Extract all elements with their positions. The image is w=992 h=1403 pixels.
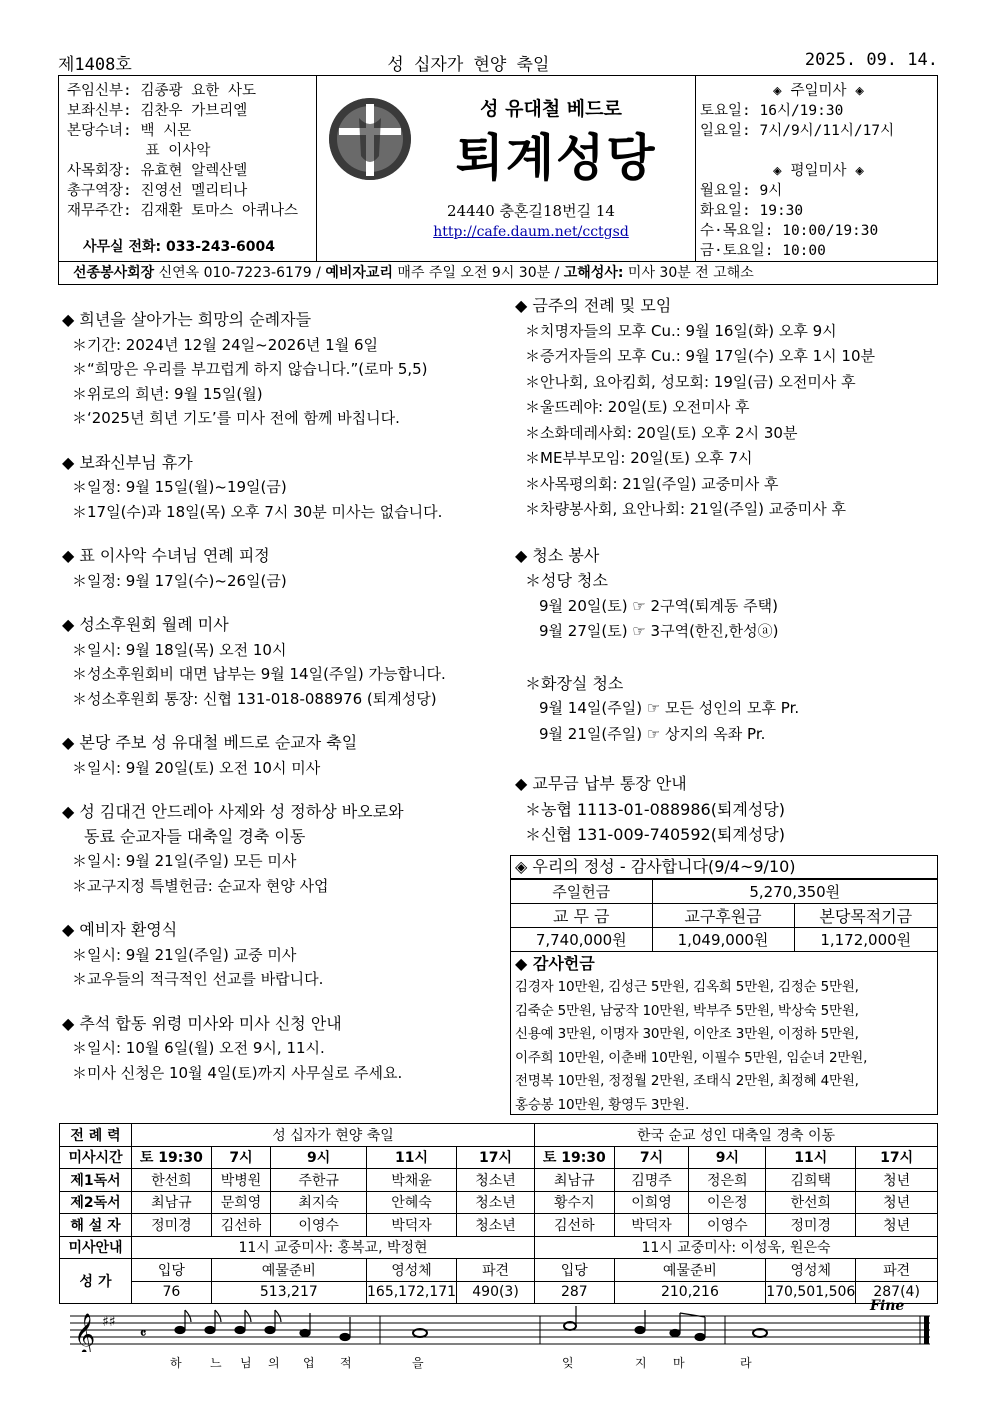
- row-label: 성 가: [60, 1259, 132, 1304]
- section-title: ◆ 희년을 살아가는 희망의 순례자들: [62, 310, 312, 329]
- church-clean-item: 9월 27일(토) ☞ 3구역(한진,한성ⓐ): [539, 622, 779, 640]
- table-row: [60, 1236, 938, 1259]
- cell: 김명주: [614, 1169, 689, 1192]
- row-label: 제1독서: [60, 1169, 132, 1192]
- lyric: 지: [635, 1356, 647, 1370]
- account-title: ◆ 교무금 납부 통장 안내: [515, 774, 687, 793]
- row-label: 제2독서: [60, 1191, 132, 1214]
- cell: 11시: [766, 1146, 856, 1169]
- restroom-clean-item: 9월 21일(주일) ☞ 상지의 옥좌 Pr.: [539, 724, 766, 743]
- cell: 김선하: [211, 1214, 271, 1237]
- cell: 청년: [856, 1169, 938, 1192]
- lyric: 잊: [562, 1356, 574, 1370]
- lyric: 마: [673, 1356, 685, 1370]
- cell: 정미경: [132, 1214, 212, 1237]
- staff-line: 보좌신부: 김찬우 가브리엘: [67, 103, 248, 119]
- song-value: 287: [534, 1281, 614, 1304]
- section-item: ＊성소후원회비 대면 납부는 9월 14일(주일) 가능합니다.: [72, 665, 446, 683]
- section-title: ◆ 표 이사악 수녀님 연례 피정: [62, 546, 270, 565]
- section-item: ＊일시: 9월 20일(토) 오전 10시 미사: [72, 758, 321, 777]
- song-value: 490(3): [457, 1281, 535, 1304]
- info-value: 신연옥 010-7223-6179 /: [154, 265, 326, 281]
- row-label: 미사시간: [60, 1146, 132, 1169]
- section-item: ＊일시: 9월 21일(주일) 교중 미사: [72, 945, 297, 964]
- liturgy-label: 전 례 력: [60, 1124, 132, 1147]
- weekday-mass-title: ◈ 평일미사 ◈: [773, 163, 864, 179]
- section-item: ＊“희망은 우리를 부끄럽게 하지 않습니다.”(로마 5,5): [72, 360, 428, 378]
- section-item: ＊일시: 9월 18일(목) 오전 10시: [72, 640, 287, 659]
- offering-header: 본당목적기금: [794, 904, 937, 928]
- sunday-mass-line: 일요일: 7시/9시/11시/17시: [700, 123, 895, 139]
- offering-table: [511, 879, 937, 952]
- cell: 박덕자: [367, 1214, 457, 1237]
- weekday-mass-line: 화요일: 19:30: [700, 203, 804, 219]
- cell: 청소년: [457, 1191, 535, 1214]
- sunday-mass-line: 토요일: 16시/19:30: [700, 103, 844, 119]
- info-value: 미사 30분 전 고해소: [623, 265, 754, 281]
- issue-number: 제1408호: [58, 55, 132, 75]
- lyric: 업: [303, 1356, 315, 1370]
- cell: 김선하: [534, 1214, 614, 1237]
- svg-text:♯♯: ♯♯: [102, 1314, 116, 1330]
- staff-line: 총구역장: 진영선 멜리티나: [67, 183, 248, 199]
- section-title-cont: 동료 순교자들 대축일 경축 이동: [84, 826, 306, 846]
- cell: 이영수: [271, 1214, 367, 1237]
- cell: 황수지: [534, 1191, 614, 1214]
- staff-line: 주임신부: 김종광 요한 사도: [67, 83, 256, 99]
- cell: 정은희: [689, 1169, 766, 1192]
- row-label: 미사안내: [60, 1236, 132, 1259]
- thanks-list: [511, 976, 937, 1117]
- song-value: 513,217: [211, 1281, 366, 1304]
- restroom-clean-item: 9월 14일(주일) ☞ 모든 성인의 모후 Pr.: [539, 699, 800, 717]
- section-item: ＊미사 신청은 10월 4일(토)까지 사무실로 주세요.: [72, 1063, 403, 1082]
- table-row: [60, 1259, 938, 1282]
- cell: 7시: [614, 1146, 689, 1169]
- issue-date: 2025. 09. 14.: [804, 50, 938, 70]
- meeting-item: ＊안나회, 요아킴회, 성모회: 19일(금) 오전미사 후: [525, 372, 856, 391]
- cell: 정미경: [766, 1214, 856, 1237]
- parish-url-link[interactable]: http://cafe.daum.net/cctgsd: [433, 224, 629, 240]
- music-staff: [60, 1298, 938, 1372]
- thanks-line: 김경자 10만원, 김성근 5만원, 김옥희 5만원, 김정순 5만원,: [515, 979, 859, 995]
- section-item: ＊일정: 9월 15일(월)~19일(금): [72, 478, 287, 496]
- cell: 청소년: [457, 1169, 535, 1192]
- account-item: ＊신협 131-009-740592(퇴계성당): [525, 825, 786, 844]
- sunday-offering-label: 주일헌금: [511, 880, 652, 904]
- thanks-line: 이주희 10만원, 이춘배 10만원, 이필수 5만원, 임순녀 2만원,: [515, 1049, 868, 1066]
- meeting-item: ＊소화데레사회: 20일(토) 오후 2시 30분: [525, 423, 798, 442]
- mass-times: [695, 76, 937, 261]
- church-clean-item: 9월 20일(토) ☞ 2구역(퇴계동 주택): [539, 596, 779, 615]
- song-value: 170,501,506: [766, 1281, 856, 1304]
- cell: 김희택: [766, 1169, 856, 1192]
- lyric: 의: [268, 1356, 280, 1370]
- section-item: ＊17일(수)과 18일(목) 오후 7시 30분 미사는 없습니다.: [72, 502, 443, 521]
- cell: 한선희: [132, 1169, 212, 1192]
- fine-mark: Fine: [870, 1298, 905, 1314]
- offering-value: 7,740,000원: [511, 928, 652, 952]
- section-item: ＊교우들의 적극적인 선교를 바랍니다.: [72, 970, 324, 988]
- mass-guide: 11시 교중미사: 이성욱, 원은숙: [534, 1236, 937, 1259]
- thanks-line: 전명복 10만원, 정정월 2만원, 조태식 2만원, 최정혜 4만원,: [515, 1073, 859, 1089]
- thanks-line: 김죽순 5만원, 남궁작 10만원, 박부주 5만원, 박상숙 5만원,: [515, 1002, 859, 1019]
- cell: 이영수: [689, 1214, 766, 1237]
- feast-name-1: 성 십자가 현양 축일: [132, 1124, 535, 1147]
- staff-line: 본당수녀: 백 시몬: [67, 123, 192, 139]
- cell: 7시: [211, 1146, 271, 1169]
- section-item: ＊‘2025년 희년 기도’를 미사 전에 함께 바칩니다.: [72, 409, 400, 427]
- song-header: 입당: [534, 1259, 614, 1282]
- lyric: 하: [170, 1356, 182, 1370]
- table-row: [60, 1146, 938, 1169]
- section-item: ＊일시: 9월 21일(주일) 모든 미사: [72, 852, 297, 870]
- cell: 박덕자: [614, 1214, 689, 1237]
- meeting-item: ＊차량봉사회, 요안나회: 21일(주일) 교중미사 후: [525, 500, 847, 518]
- staff-line: 표 이사악: [67, 143, 211, 159]
- info-label: 예비자교리: [325, 265, 393, 281]
- info-label: 선종봉사회장: [73, 265, 155, 281]
- row-label: 해 설 자: [60, 1214, 132, 1237]
- left-column: [62, 308, 507, 1085]
- table-row: [60, 1214, 938, 1237]
- song-header: 예물준비: [211, 1259, 366, 1282]
- cell: 이희영: [614, 1191, 689, 1214]
- weekday-mass-line: 금·토요일: 10:00: [700, 243, 826, 259]
- song-value: 76: [132, 1281, 212, 1304]
- offering-title: ◈ 우리의 정성 - 감사합니다(9/4~9/10): [511, 856, 937, 879]
- feast-title: 성 십자가 현양 축일: [387, 55, 550, 75]
- thanks-title: ◆ 감사헌금: [515, 954, 595, 973]
- song-header: 입당: [132, 1259, 212, 1282]
- song-header: 파견: [457, 1259, 535, 1282]
- feast-name-2: 한국 순교 성인 대축일 경축 이동: [534, 1124, 937, 1147]
- parish-address: 24440 충혼길18번길 14: [447, 202, 615, 220]
- section-title: ◆ 보좌신부님 휴가: [62, 452, 193, 472]
- cell: 17시: [856, 1146, 938, 1169]
- cell: 9시: [271, 1146, 367, 1169]
- meeting-item: ＊사목평의회: 21일(주일) 교중미사 후: [525, 474, 779, 493]
- song-value: 287(4): [856, 1281, 938, 1304]
- section-item: ＊성소후원회 통장: 신협 131-018-088976 (퇴계성당): [72, 689, 437, 708]
- cell: 청년: [856, 1214, 938, 1237]
- offering-value: 1,049,000원: [652, 928, 794, 952]
- section-title: ◆ 본당 주보 성 유대철 베드로 순교자 축일: [62, 733, 358, 752]
- cell: 11시: [367, 1146, 457, 1169]
- restroom-clean-title: ＊화장실 청소: [525, 673, 624, 693]
- info-bar: [59, 261, 937, 285]
- lyric: 님: [240, 1356, 252, 1370]
- mass-guide: 11시 교중미사: 홍복교, 박정현: [132, 1236, 535, 1259]
- song-header: 영성체: [766, 1259, 856, 1282]
- cell: 최남규: [534, 1169, 614, 1192]
- thanks-line: 신용예 3만원, 이명자 30만원, 이안조 3만원, 이정하 5만원,: [515, 1026, 859, 1042]
- parish-banner: [317, 76, 695, 261]
- offering-header: 교구후원금: [652, 904, 794, 928]
- cell: 안혜숙: [367, 1191, 457, 1214]
- song-value: 210,216: [614, 1281, 766, 1304]
- info-label: 고해성사:: [563, 265, 624, 281]
- cell: 9시: [689, 1146, 766, 1169]
- header-box: [58, 75, 938, 285]
- account-item: ＊농협 1113-01-088986(퇴계성당): [525, 799, 786, 819]
- staff-notation-icon: [60, 1302, 938, 1352]
- table-row: [60, 1191, 938, 1214]
- svg-text:𝄴: 𝄴: [140, 1326, 147, 1342]
- cell: 토 19:30: [132, 1146, 212, 1169]
- song-header: 영성체: [367, 1259, 457, 1282]
- offering-box: [510, 855, 938, 1115]
- parish-name: 퇴계성당: [455, 129, 657, 187]
- cell: 박병원: [211, 1169, 271, 1192]
- thanks-line: 홍승봉 10만원, 황영두 3만원.: [515, 1096, 690, 1113]
- church-clean-title: ＊성당 청소: [525, 571, 608, 590]
- cell: 한선희: [766, 1191, 856, 1214]
- meeting-item: ＊증거자들의 모후 Cu.: 9월 17일(수) 오후 1시 10분: [525, 347, 876, 365]
- section-item: ＊일시: 10월 6일(월) 오전 9시, 11시.: [72, 1039, 325, 1057]
- cell: 최지숙: [271, 1191, 367, 1214]
- cell: 청소년: [457, 1214, 535, 1237]
- table-row: [60, 1281, 938, 1304]
- section-title: ◆ 성소후원회 월례 미사: [62, 615, 229, 634]
- section-item: ＊교구지정 특별헌금: 순교자 현양 사업: [72, 876, 329, 895]
- cell: 최남규: [132, 1191, 212, 1214]
- cell: 17시: [457, 1146, 535, 1169]
- song-value: 165,172,171: [367, 1281, 457, 1304]
- song-header: 예물준비: [614, 1259, 766, 1282]
- office-phone: 사무실 전화: 033-243-6004: [83, 239, 275, 255]
- lyric: 라: [740, 1356, 752, 1370]
- patron-name: 성 유대철 베드로: [480, 98, 622, 120]
- section-item: ＊위로의 희년: 9월 15일(월): [72, 384, 263, 403]
- cell: 청년: [856, 1191, 938, 1214]
- cell: 주한규: [271, 1169, 367, 1192]
- offering-header: 교 무 금: [511, 904, 652, 928]
- table-row: [60, 1169, 938, 1192]
- meetings-title: ◆ 금주의 전례 및 모임: [515, 296, 672, 315]
- liturgy-table: [59, 1123, 938, 1304]
- section-title: ◆ 추석 합동 위령 미사와 미사 신청 안내: [62, 1013, 342, 1033]
- weekday-mass-line: 수·목요일: 10:00/19:30: [700, 223, 879, 239]
- offering-value: 1,172,000원: [794, 928, 937, 952]
- lyric: 을: [412, 1356, 424, 1370]
- meeting-item: ＊치명자들의 모후 Cu.: 9월 16일(화) 오후 9시: [525, 321, 837, 340]
- lyric: 느: [210, 1356, 222, 1370]
- weekday-mass-line: 월요일: 9시: [700, 183, 783, 199]
- meeting-item: ＊울뜨레야: 20일(토) 오전미사 후: [525, 398, 750, 416]
- cell: 문희영: [211, 1191, 271, 1214]
- right-column: [515, 293, 935, 848]
- section-item: ＊일정: 9월 17일(수)~26일(금): [72, 571, 287, 590]
- staff-line: 재무주간: 김재환 토마스 아퀴나스: [67, 203, 299, 219]
- section-title: ◆ 예비자 환영식: [62, 920, 178, 939]
- section-title: ◆ 성 김대건 안드레아 사제와 성 정하상 바오로와: [62, 802, 404, 821]
- sunday-offering-value: 5,270,350원: [652, 880, 937, 904]
- section-item: ＊기간: 2024년 12월 24일~2026년 1월 6일: [72, 335, 378, 354]
- info-value: 매주 주일 오전 9시 30분 /: [392, 265, 564, 281]
- cleaning-title: ◆ 청소 봉사: [515, 545, 600, 565]
- top-line: [58, 50, 938, 75]
- staff-list: [59, 76, 317, 261]
- lyric: 적: [340, 1356, 352, 1370]
- meeting-item: ＊ME부부모임: 20일(토) 오후 7시: [525, 449, 753, 467]
- staff-line: 사목회장: 유효현 알렉산델: [67, 163, 248, 179]
- cell: 토 19:30: [534, 1146, 614, 1169]
- sunday-mass-title: ◈ 주일미사 ◈: [773, 83, 864, 99]
- svg-text:𝄞: 𝄞: [74, 1314, 96, 1352]
- cell: 이은정: [689, 1191, 766, 1214]
- song-header: 파견: [856, 1259, 938, 1282]
- cell: 박채윤: [367, 1169, 457, 1192]
